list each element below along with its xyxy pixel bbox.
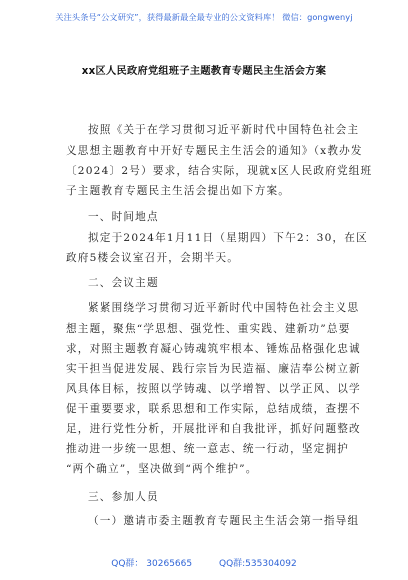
qq-group-2: QQ群:535304092 bbox=[218, 559, 297, 569]
qq-group-1: QQ群： 30265665 bbox=[111, 559, 193, 569]
text-line: 推动进一步统一思想、统一意志、统一行动，坚定拥护 bbox=[66, 443, 350, 455]
text-line: 〔2024〕2号）要求，结合实际，现就x区人民政府党组班 bbox=[66, 165, 373, 177]
text-line: 想主题，聚焦“学思想、强党性、重实践、建新功”总要 bbox=[66, 323, 351, 335]
section-heading: 一、时间地点 bbox=[88, 211, 159, 223]
text-line: 义思想主题教育中开好专题民主生活会的通知》（x教办发 bbox=[66, 145, 363, 157]
text-line: 求，对照主题教育凝心铸魂筑牢根本、锤炼品格强化忠诚 bbox=[66, 343, 361, 355]
text-line: 紧紧围绕学习贯彻习近平新时代中国特色社会主义思 bbox=[88, 302, 360, 314]
document-title: xx区人民政府党组班子主题教育专题民主生活会方案 bbox=[81, 66, 327, 77]
text-line: 子主题教育专题民主生活会提出如下方案。 bbox=[66, 185, 291, 197]
text-line: “两个确立”，坚决做到“两个维护”。 bbox=[66, 463, 258, 475]
text-line: 按照《关于在学习贯彻习近平新时代中国特色社会主 bbox=[88, 124, 360, 136]
text-line: 促干重要要求，联系思想和工作实际，总结成绩，查摆不 bbox=[66, 403, 361, 415]
text-line: 足，进行党性分析，开展批评和自我批评，抓好问题整改 bbox=[66, 423, 361, 435]
text-line: （一）邀请市委主题教育专题民主生活会第一指导组 bbox=[88, 515, 360, 527]
text-line: 实干担当促进发展、践行宗旨为民造福、廉洁奉公树立新 bbox=[66, 363, 361, 375]
text-line: 拟定于2024年1月11日（星期四）下午2：30，在区 bbox=[88, 232, 368, 244]
watermark-footer bbox=[0, 556, 408, 569]
text-line: 风具体目标，按照以学铸魂、以学增智、以学正风、以学 bbox=[66, 383, 361, 395]
watermark-header: 关注头条号“公文研究”，获得最新最全最专业的公文资料库！ 微信：gongwenyj bbox=[55, 12, 353, 22]
text-line: 政府5楼会议室召开，会期半天。 bbox=[66, 252, 240, 264]
section-heading: 三、参加人员 bbox=[88, 491, 159, 503]
section-heading: 二、会议主题 bbox=[88, 277, 159, 289]
